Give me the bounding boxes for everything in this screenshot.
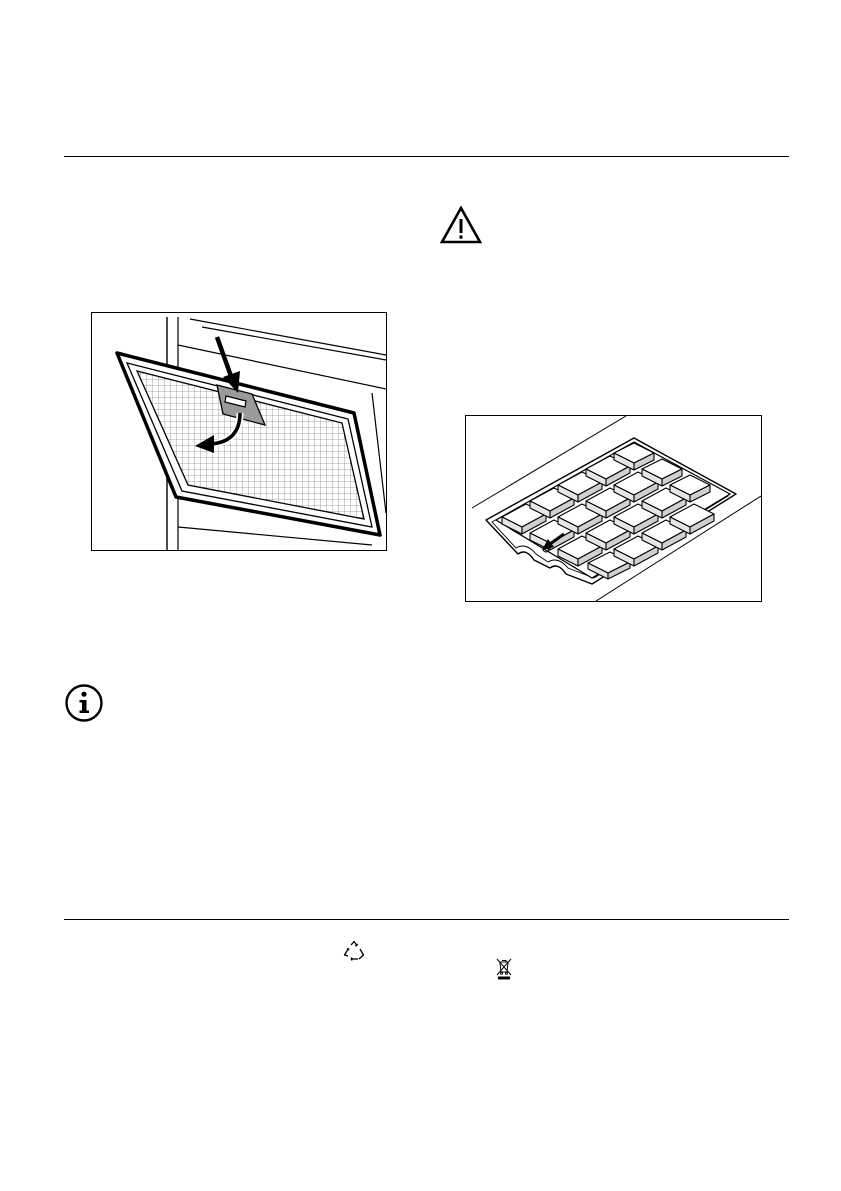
charcoal-filter-figure (465, 415, 762, 602)
recycling-icon (342, 940, 366, 962)
bottom-divider (64, 919, 789, 920)
grease-filter-figure (91, 312, 387, 551)
top-divider (64, 156, 789, 157)
info-circle-icon (64, 683, 104, 723)
crossed-out-bin-icon (496, 958, 512, 980)
charcoal-filter-illustration (466, 416, 761, 601)
warning-triangle-icon (440, 206, 482, 244)
grease-filter-removal-illustration (92, 313, 386, 550)
